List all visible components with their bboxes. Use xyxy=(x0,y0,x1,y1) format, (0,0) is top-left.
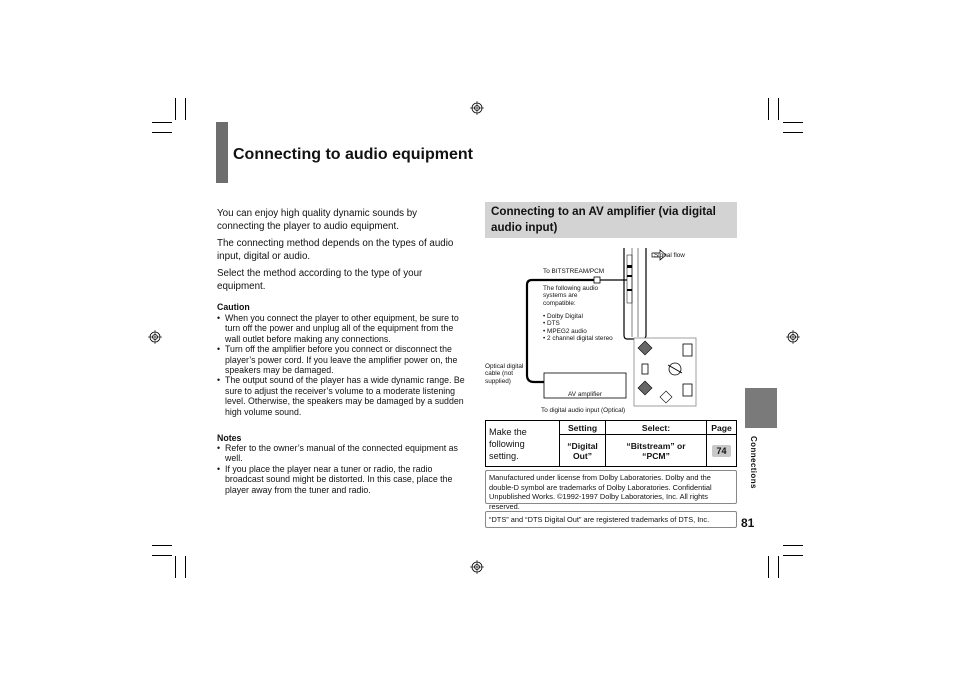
input-label: To digital audio input (Optical) xyxy=(541,407,626,414)
list-item: • 2 channel digital stereo xyxy=(543,335,633,342)
setting-instruction: Make the following setting. xyxy=(486,421,560,467)
notes-list xyxy=(217,443,469,495)
list-item: • If you place the player near a tuner or radio, the radio broadcast sound might be distorted. In this case, place the player away from the tuner and radio. xyxy=(217,464,469,495)
list-item: • Dolby Digital xyxy=(543,313,633,320)
list-item: • Turn off the amplifier before you connect or disconnect the player’s power cord. If you leave the amplifier power on, the speakers may be damaged. xyxy=(217,344,469,375)
column-header: Setting xyxy=(560,421,606,435)
setting-table xyxy=(485,420,737,467)
page-title: Connecting to audio equipment xyxy=(233,146,473,163)
title-accent-bar xyxy=(216,122,228,183)
setting-value: “Digital Out” xyxy=(560,435,606,467)
page-reference xyxy=(707,435,737,467)
chapter-tab xyxy=(745,388,777,428)
registration-mark-icon xyxy=(786,330,800,344)
intro-paragraph: You can enjoy high quality dynamic sounds by connecting the player to audio equipment. xyxy=(217,208,418,232)
signal-flow-label: Signal flow xyxy=(654,252,685,259)
column-header: Page xyxy=(707,421,737,435)
chapter-label: Connections xyxy=(749,436,758,489)
notes-heading: Notes xyxy=(217,433,242,443)
intro-paragraph: Select the method according to the type of your equipment. xyxy=(217,268,423,292)
compatible-intro: The following audio systems are compatible: xyxy=(543,285,599,307)
caution-heading: Caution xyxy=(217,302,250,312)
registration-mark-icon xyxy=(470,560,484,574)
list-item: • DTS xyxy=(543,320,633,327)
page-badge: 74 xyxy=(712,445,730,457)
list-item: • The output sound of the player has a wide dynamic range. Be sure to adjust the receiver’s volume to a moderate listening level. Otherwise, the speakers may be damaged by a sudden high volume sound. xyxy=(217,375,469,417)
amplifier-label: AV amplifier xyxy=(568,391,602,398)
bitstream-label: To BITSTREAM/PCM xyxy=(543,268,605,275)
registration-mark-icon xyxy=(148,330,162,344)
list-item: • Refer to the owner’s manual of the connected equipment as well. xyxy=(217,443,469,464)
intro-paragraph: The connecting method depends on the types of audio input, digital or audio. xyxy=(217,238,454,262)
list-item: • When you connect the player to other equipment, be sure to turn off the power and unplug all of the equipment from the wall outlet before making any connections. xyxy=(217,313,469,344)
dolby-trademark: Manufactured under license from Dolby Laboratories. Dolby and the double-D symbol are trademarks of Dolby Laboratories. Confidential Unpublished Works. ©1992-1997 Dolby Laboratories, Inc. All rights reserved. xyxy=(485,470,737,504)
cable-label: Optical digital cable (not supplied) xyxy=(485,363,524,385)
compatible-list xyxy=(543,313,633,343)
column-header: Select: xyxy=(606,421,707,435)
page-number: 81 xyxy=(741,516,755,530)
select-value: “Bitstream” or “PCM” xyxy=(606,435,707,467)
list-item: • MPEG2 audio xyxy=(543,328,633,335)
dts-trademark: “DTS” and “DTS Digital Out” are registered trademarks of DTS, Inc. xyxy=(485,511,737,528)
section-heading: Connecting to an AV amplifier (via digital audio input) xyxy=(485,202,737,238)
caution-list xyxy=(217,313,469,417)
registration-mark-icon xyxy=(470,101,484,115)
